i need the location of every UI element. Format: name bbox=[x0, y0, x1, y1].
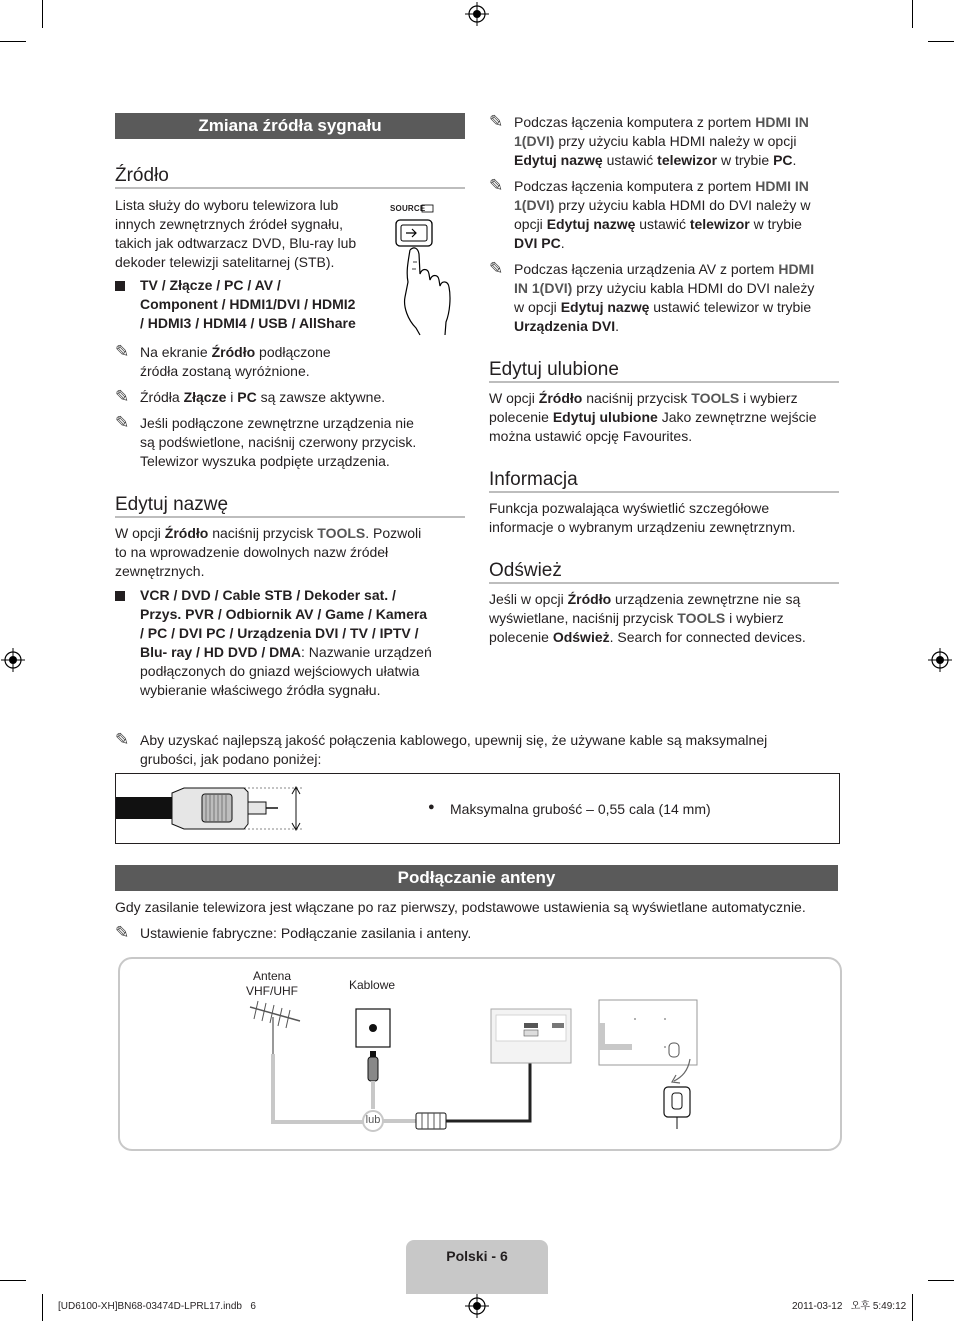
crop-mark bbox=[928, 41, 954, 42]
note-pencil-icon: ✎ bbox=[115, 923, 130, 942]
crop-mark bbox=[928, 1280, 954, 1281]
page-number-tab bbox=[406, 1240, 548, 1294]
coax-cable-icon bbox=[116, 774, 316, 843]
note-pencil-icon: ✎ bbox=[115, 387, 130, 406]
crop-mark bbox=[0, 41, 26, 42]
source-list: TV / Złącze / PC / AV / Component / HDMI1/DVI / HDMI2 / HDMI3 / HDMI4 / USB / AllShare bbox=[140, 277, 356, 331]
or-label: lub bbox=[365, 1114, 381, 1126]
favourites-text: W opcji Źródło naciśnij przycisk TOOLS i wybierz polecenie Edytuj ulubione Jako zewnętrzne wejście można ustawić opcję Favourites. bbox=[489, 390, 817, 444]
heading-rule bbox=[489, 491, 839, 493]
antenna-note: Ustawienie fabryczne: Podłączanie zasilania i anteny. bbox=[140, 925, 472, 941]
hdmi-note-3: Podczas łączenia urządzenia AV z portem HDMI IN 1(DVI) przy użyciu kabla HDMI do DVI należy w opcji Edytuj nazwę ustawić telewizor w trybie Urządzenia DVI. bbox=[514, 261, 815, 334]
heading-edit-name: Edytuj nazwę bbox=[115, 494, 229, 515]
heading-rule bbox=[489, 582, 839, 584]
source-note-2: Źródła Złącze i PC są zawsze aktywne. bbox=[140, 389, 386, 405]
cable-note: Aby uzyskać najlepszą jakość połączenia kablowego, upewnij się, że używane kable są maksymalnej grubości, jak podano poniżej: bbox=[140, 732, 768, 767]
refresh-text: Jeśli w opcji Źródło urządzenia zewnętrzne nie są wyświetlane, naciśnij przycisk TOOLS i wybierz polecenie Odśwież. Search for connected devices. bbox=[489, 591, 806, 645]
note-pencil-icon: ✎ bbox=[489, 112, 504, 131]
registration-mark-icon bbox=[465, 2, 489, 26]
cable-thickness-box bbox=[115, 773, 840, 844]
edit-name-list: VCR / DVD / Cable STB / Dekoder sat. / Przys. PVR / Odbiornik AV / Game / Kamera / PC / DVI PC / Urządzenia DVI / TV / IPTV / Blu- ray / HD DVD / DMA: Nazwanie urządzeń podłączonych do gniazd wejściowych ułatwia wybieranie właściwego źródła sygnału. bbox=[140, 587, 432, 698]
hand-pressing-button-icon bbox=[388, 202, 468, 337]
registration-mark-icon bbox=[465, 1294, 489, 1318]
heading-rule bbox=[115, 187, 465, 189]
antenna-intro: Gdy zasilanie telewizora jest włączane po raz pierwszy, podstawowe ustawienia są wyświetlane automatycznie. bbox=[115, 899, 806, 915]
crop-mark bbox=[42, 0, 43, 28]
heading-refresh: Odśwież bbox=[489, 560, 562, 581]
max-thickness-label: Maksymalna grubość – 0,55 cala (14 mm) bbox=[450, 801, 711, 817]
hdmi-note-2: Podczas łączenia komputera z portem HDMI IN 1(DVI) przy użyciu kabla HDMI do DVI należy w opcji Edytuj nazwę ustawić telewizor w trybie DVI PC. bbox=[514, 178, 811, 251]
source-button-label: SOURCE bbox=[390, 204, 426, 213]
source-note-1: Na ekranie Źródło podłączone źródła zostaną wyróżnione. bbox=[140, 344, 331, 379]
note-pencil-icon: ✎ bbox=[115, 342, 130, 361]
heading-rule bbox=[115, 516, 465, 518]
heading-edit-favourites: Edytuj ulubione bbox=[489, 359, 619, 380]
hdmi-note-1: Podczas łączenia komputera z portem HDMI IN 1(DVI) przy użyciu kabla HDMI należy w opcji Edytuj nazwę ustawić telewizor w trybie PC. bbox=[514, 114, 809, 168]
note-pencil-icon: ✎ bbox=[489, 259, 504, 278]
bullet-dot: ● bbox=[428, 801, 435, 813]
heading-rule bbox=[489, 381, 839, 383]
antenna-label: Antena VHF/UHF bbox=[246, 969, 298, 998]
cable-label: Kablowe bbox=[349, 978, 396, 992]
antenna-wiring-icon bbox=[120, 959, 840, 1149]
bullet-square bbox=[115, 281, 125, 291]
section-bar-antenna: Podłączanie anteny bbox=[115, 865, 838, 891]
note-pencil-icon: ✎ bbox=[115, 730, 130, 749]
heading-information: Informacja bbox=[489, 469, 578, 490]
registration-mark-icon bbox=[928, 648, 952, 672]
source-button-illustration bbox=[388, 202, 468, 337]
crop-mark bbox=[912, 1294, 913, 1321]
antenna-connection-diagram bbox=[118, 957, 842, 1151]
information-text: Funkcja pozwalająca wyświetlić szczegółowe informacje o wybranym urządzeniu zewnętrznym. bbox=[489, 500, 796, 535]
file-info: [UD6100-XH]BN68-03474D-LPRL17.indb 6 bbox=[58, 1301, 256, 1312]
note-pencil-icon: ✎ bbox=[489, 176, 504, 195]
page-number-label: Polski - 6 bbox=[446, 1248, 508, 1264]
bullet-square bbox=[115, 591, 125, 601]
edit-name-text: W opcji Źródło naciśnij przycisk TOOLS. Pozwoli to na wprowadzenie dowolnych nazw źródeł zewnętrznych. bbox=[115, 525, 422, 579]
note-pencil-icon: ✎ bbox=[115, 413, 130, 432]
section-bar-source-change: Zmiana źródła sygnału bbox=[115, 113, 465, 139]
crop-mark bbox=[912, 0, 913, 28]
heading-source: Źródło bbox=[115, 165, 169, 186]
source-intro: Lista służy do wyboru telewizora lub innych zewnętrznych źródeł sygnału, takich jak odtwarzacz DVD, Blu-ray lub dekoder telewizji satelitarnej (STB). bbox=[115, 197, 357, 270]
source-note-3: Jeśli podłączone zewnętrzne urządzenia nie są podświetlone, naciśnij czerwony przycisk. Telewizor wyszuka podpięte urządzenia. bbox=[140, 415, 417, 469]
crop-mark bbox=[42, 1294, 43, 1321]
timestamp: 2011-03-12 오후 5:49:12 bbox=[792, 1301, 907, 1312]
registration-mark-icon bbox=[1, 648, 25, 672]
crop-mark bbox=[0, 1280, 26, 1281]
